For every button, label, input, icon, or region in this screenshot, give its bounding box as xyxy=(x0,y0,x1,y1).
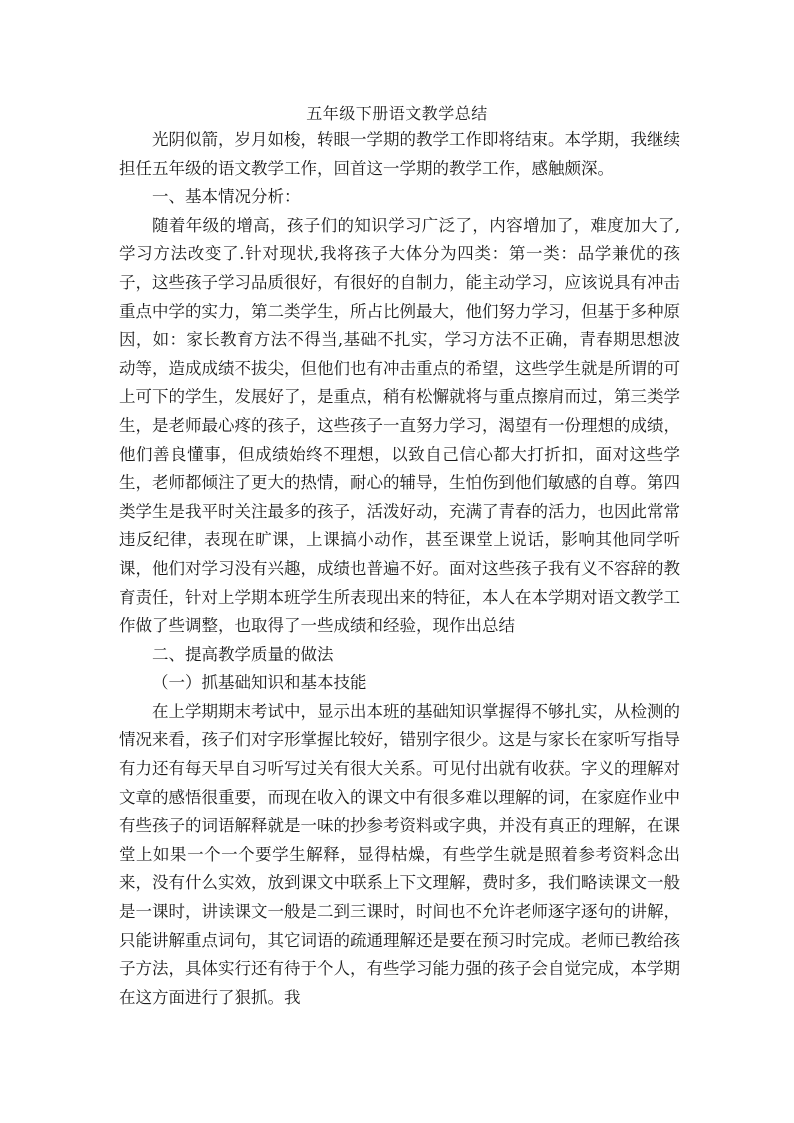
intro-paragraph: 光阴似箭，岁月如梭，转眼一学期的教学工作即将结束。本学期，我继续担任五年级的语文教学工作，回首这一学期的教学工作，感触颇深。 xyxy=(119,130,680,178)
section-heading-teaching-quality: 二、提高教学质量的做法 xyxy=(152,644,334,664)
section-heading-basic-analysis: 一、基本情况分析： xyxy=(152,187,301,207)
analysis-paragraph: 随着年级的增高，孩子们的知识学习广泛了，内容增加了，难度加大了,学习方法改变了.针对现状,我将孩子大体分为四类：第一类：品学兼优的孩子，这些孩子学习品质很好，有很好的自制力，能主动学习，应该说具有冲击重点中学的实力，第二类学生，所占比例最大，他们努力学习，但基于多种原因，如：家长教育方法不得当,基础不扎实，学习方法不正确，青春期思想波动等，造成成绩不拔尖，但他们也有冲击重点的希望，这些学生就是所谓的可上可下的学生，发展好了，是重点，稍有松懈就将与重点擦肩而过，第三类学生，是老师最心疼的孩子，这些孩子一直努力学习，渴望有一份理想的成绩，他们善良懂事，但成绩始终不理想，以致自己信心都大打折扣，面对这些学生，老师都倾注了更大的热情，耐心的辅导，生怕伤到他们敏感的自尊。第四类学生是我平时关注最多的孩子，活泼好动，充满了青春的活力，也因此常常违反纪律，表现在旷课，上课搞小动作，甚至课堂上说话，影响其他同学听课，他们对学习没有兴趣，成绩也普遍不好。面对这些孩子我有义不容辞的教育责任，针对上学期本班学生所表现出来的特征，本人在本学期对语文教学工作做了些调整，也取得了一些成绩和经验，现作出总结 xyxy=(119,215,680,636)
document-body xyxy=(119,126,680,1012)
subsection-heading-basics: （一）抓基础知识和基本技能 xyxy=(152,673,367,693)
basics-paragraph: 在上学期期末考试中，显示出本班的基础知识掌握得不够扎实，从检测的情况来看，孩子们对字形掌握比较好，错别字很少。这是与家长在家听写指导有力还有每天早自习听写过关有很大关系。可见付出就有收获。字义的理解对文章的感悟很重要，而现在收入的课文中有很多难以理解的词，在家庭作业中有些孩子的词语解释就是一味的抄参考资料或字典，并没有真正的理解，在课堂上如果一个一个要学生解释，显得枯燥，有些学生就是照着参考资料念出来，没有什么实效，放到课文中联系上下文理解，费时多，我们略读课文一般是一课时，讲读课文一般是二到三课时，时间也不允许老师逐字逐句的讲解，只能讲解重点词句，其它词语的疏通理解还是要在预习时完成。老师已教给孩子方法，具体实行还有待于个人，有些学习能力强的孩子会自觉完成，本学期在这方面进行了狠抓。我 xyxy=(119,701,680,1007)
document-title: 五年级下册语文教学总结 xyxy=(306,104,488,123)
